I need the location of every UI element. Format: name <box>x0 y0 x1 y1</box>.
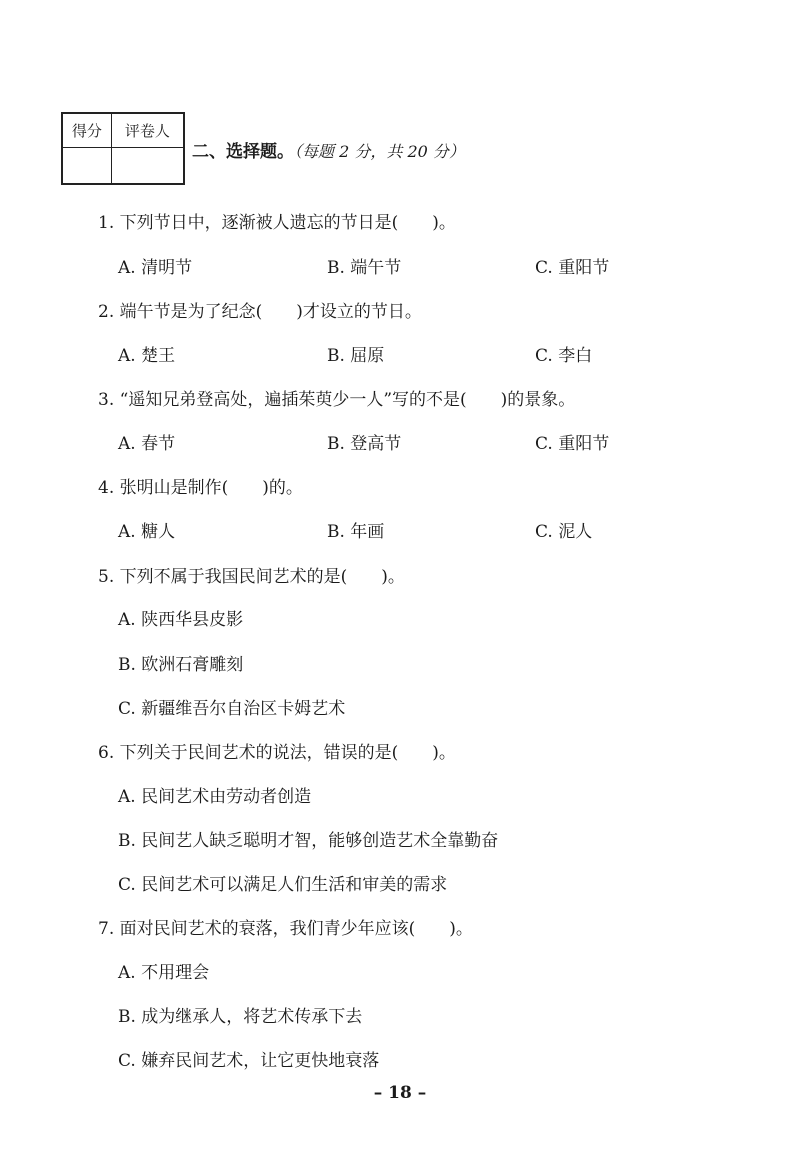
page-number: – 18 – <box>373 1083 427 1103</box>
score-label: 得分 <box>62 113 111 148</box>
q1-option-c[interactable]: C. 重阳节 <box>535 258 610 278</box>
question-3: 3. “遥知兄弟登高处，遍插茱萸少一人”写的不是( )的景象。 <box>98 390 576 410</box>
section-note: （每题 2 分，共 20 分） <box>294 142 465 161</box>
q3-option-b[interactable]: B. 登高节 <box>327 434 402 454</box>
section-title <box>192 137 465 162</box>
grader-cell[interactable] <box>111 148 184 185</box>
q4-option-c[interactable]: C. 泥人 <box>535 522 593 542</box>
section-title-text: 二、选择题。 <box>192 142 294 162</box>
question-5: 5. 下列不属于我国民间艺术的是( )。 <box>98 567 405 587</box>
q6-option-a[interactable]: A. 民间艺术由劳动者创造 <box>118 787 312 807</box>
q5-option-a[interactable]: A. 陕西华县皮影 <box>118 610 244 630</box>
question-6: 6. 下列关于民间艺术的说法，错误的是( )。 <box>98 743 456 763</box>
question-4: 4. 张明山是制作( )的。 <box>98 478 303 498</box>
q2-option-c[interactable]: C. 李白 <box>535 346 593 366</box>
q6-option-b[interactable]: B. 民间艺人缺乏聪明才智，能够创造艺术全靠勤奋 <box>118 831 499 851</box>
q6-option-c[interactable]: C. 民间艺术可以满足人们生活和审美的需求 <box>118 875 448 895</box>
score-cell[interactable] <box>62 148 111 185</box>
q1-option-a[interactable]: A. 清明节 <box>118 258 193 278</box>
score-table <box>61 112 185 185</box>
q4-option-a[interactable]: A. 糖人 <box>118 522 176 542</box>
grader-label: 评卷人 <box>111 113 184 148</box>
q3-option-a[interactable]: A. 春节 <box>118 434 176 454</box>
q2-option-a[interactable]: A. 楚王 <box>118 346 176 366</box>
question-1: 1. 下列节日中，逐渐被人遗忘的节日是( )。 <box>98 213 456 233</box>
question-2: 2. 端午节是为了纪念( )才设立的节日。 <box>98 302 422 322</box>
q5-option-b[interactable]: B. 欧洲石膏雕刻 <box>118 655 244 675</box>
q1-option-b[interactable]: B. 端午节 <box>327 258 402 278</box>
q5-option-c[interactable]: C. 新疆维吾尔自治区卡姆艺术 <box>118 699 346 719</box>
question-7: 7. 面对民间艺术的衰落，我们青少年应该( )。 <box>98 919 473 939</box>
q7-option-a[interactable]: A. 不用理会 <box>118 963 210 983</box>
q7-option-b[interactable]: B. 成为继承人，将艺术传承下去 <box>118 1007 363 1027</box>
q2-option-b[interactable]: B. 屈原 <box>327 346 385 366</box>
q3-option-c[interactable]: C. 重阳节 <box>535 434 610 454</box>
q4-option-b[interactable]: B. 年画 <box>327 522 385 542</box>
q7-option-c[interactable]: C. 嫌弃民间艺术，让它更快地衰落 <box>118 1051 380 1071</box>
